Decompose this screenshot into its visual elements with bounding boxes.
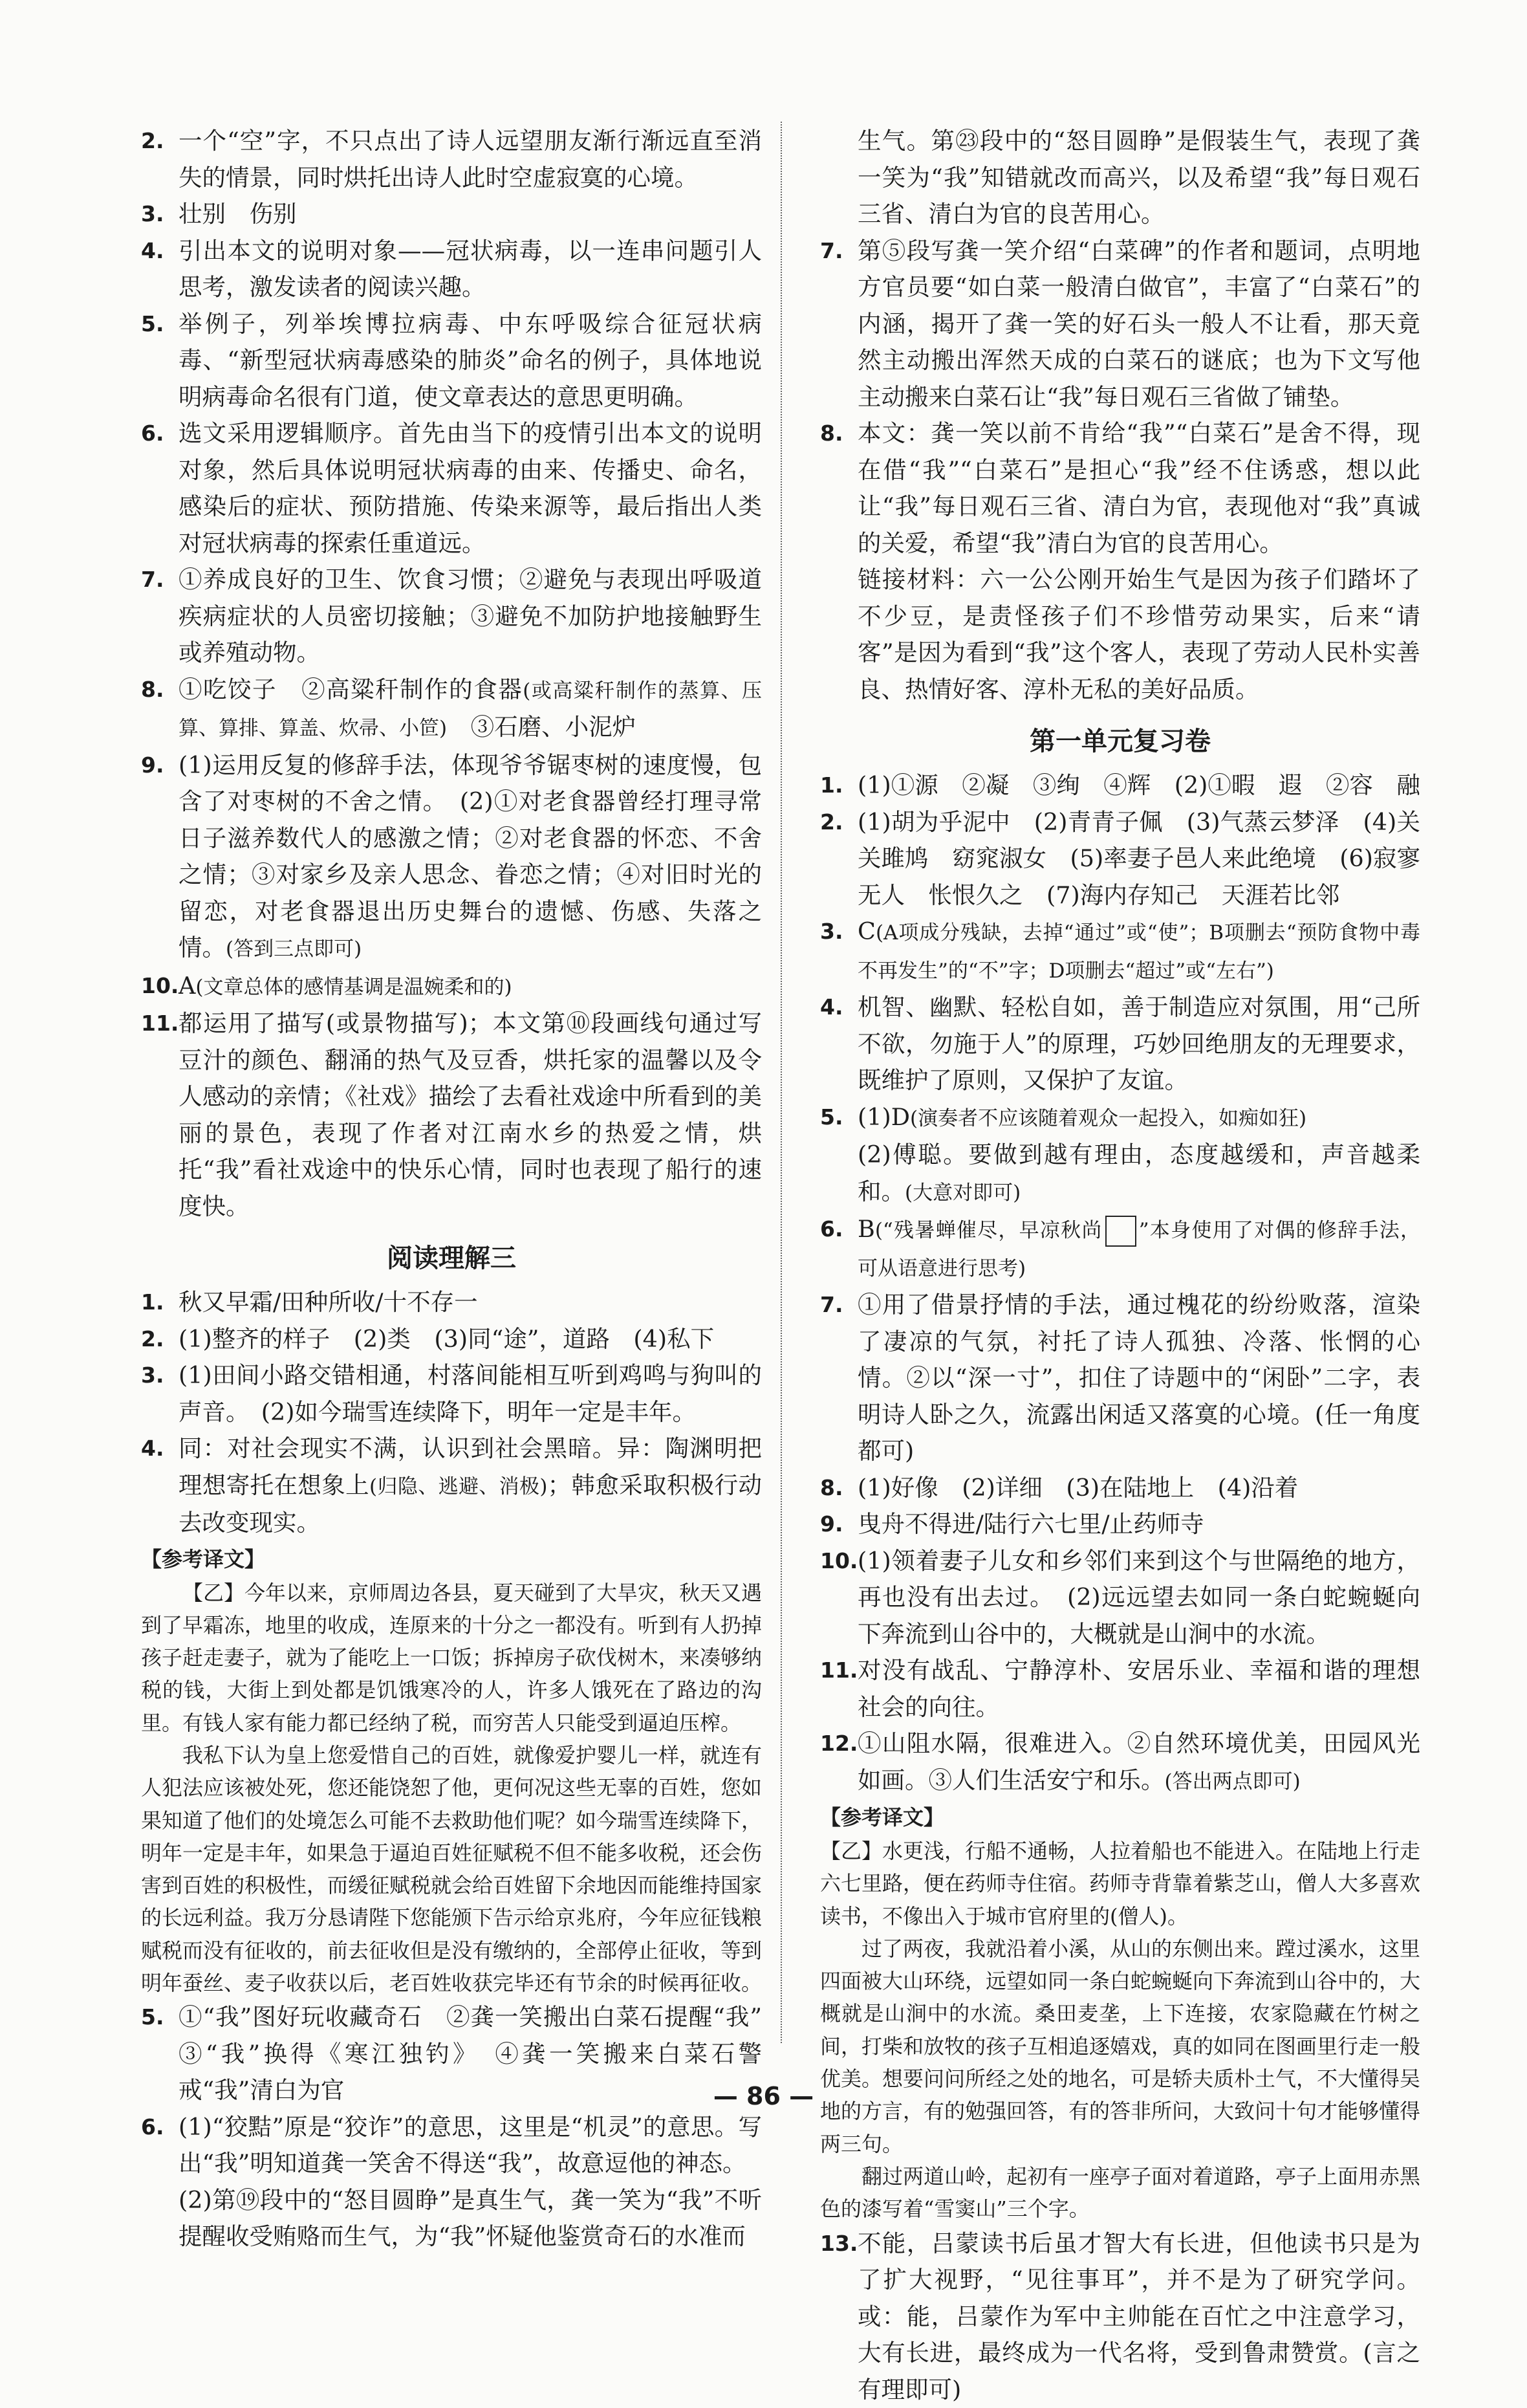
answer-item-8: 8. (1)好像 (2)详细 (3)在陆地上 (4)沿着 (820, 1473, 1299, 1502)
answer-item-9: 9. (1)运用反复的修辞手法，体现爷爷锯枣树的速度慢，包含了对枣树的不舍之情。 (2)①对老食器曾经打理寻常日子滋养数代人的感激之情；②对老食器的怀恋、不舍之情；③对家乡及亲人思念、眷恋之情；④对旧时光的留恋，对老食器退出历史舞台的遗憾、伤感、失落之情。(答到三点即可) (141, 750, 762, 961)
answer-item: 3. (1)田间小路交错相通，村落间能相互听到鸡鸣与狗叫的声音。 (2)如今瑞雪连续降下，明年一定是丰年。 (141, 1361, 762, 1426)
reference-translation: 【乙】今年以来，京师周边各县，夏天碰到了大旱灾，秋天又遇到了早霜冻，地里的收成，连原来的十分之一都没有。听到有人扔掉孩子赶走妻子，就为了能吃上一口饭；拆掉房子砍伐树木，来凑够纳税的钱，大街上到处都是饥饿寒冷的人，许多人饿死在了路边的沟里。有钱人家有能力都已经纳了税，而穷苦人只能受到逼迫压榨。 我私下认为皇上您爱惜自己的百姓，就像爱护婴儿一样，就连有人犯法应该被处死，您还能饶恕了他，更何况这些无辜的百姓，您如果知道了他们的处境怎么可能不去救助他们呢？如今瑞雪连续降下，明年一定是丰年，如果急于逼迫百姓征赋税不但不能多收税，还会伤害到百姓的积极性，而缓征赋税就会给百姓留下余地因而能维持国家的长远利益。我万分恳请陛下您能颁下告示给京兆府，今年应征钱粮赋税而没有征收的，前去征收但是没有缴纳的，全部停止征收，等到明年蚕丝、麦子收获以后，老百姓收获完毕还有节余的时候再征收。 (141, 1580, 763, 1996)
section-title: 第一单元复习卷 (1030, 727, 1211, 756)
answer-item-10: 10. A(文章总体的感情基调是温婉柔和的) (141, 971, 512, 1000)
answer-item-6: 6. (1)“狡黠”原是“狡诈”的意思，这里是“机灵”的意思。写出“我”明知道龚一笑舍不得送“我”，故意逗他的神态。 (2)第⑲段中的“怒目圆睁”是真生气，龚一笑为“我”不听提醒收受贿赂而生气，为“我”怀疑他鉴赏奇石的水准而 (141, 2112, 762, 2251)
answer-item-4: 4. 机智、幽默、轻松自如，善于制造应对氛围，用“己所不欲，勿施于人”的原理，巧妙回绝朋友的无理要求，既维护了原则，又保护了友谊。 (820, 993, 1420, 1094)
answer-item-8: 8. ①吃饺子 ②高粱秆制作的食器(或高粱秆制作的蒸算、压算、算排、算盖、炊帚、小笸) ③石磨、小泥炉 (141, 675, 763, 741)
answer-item-6: 6. B(“残暑蝉催尽，早凉秋尚 ”本身使用了对偶的修辞手法，可从语意进行思考) (820, 1215, 1420, 1280)
answer-item-4: 4. 同：对社会现实不满，认识到社会黑暗。异：陶渊明把理想寄托在想象上(归隐、逃避、消极)；韩愈采取积极行动去改变现实。 (141, 1434, 763, 1537)
answer-item-10: 10. (1)领着妻子儿女和乡邻们来到这个与世隔绝的地方，再也没有出去过。 (2)远远望去如同一条白蛇蜿蜒向下奔流到山谷中的，大概就是山涧中的水流。 (820, 1546, 1420, 1648)
answer-item-13: 13. 不能，吕蒙读书后虽才智大有长进，但他读书只是为了扩大视野，“见往事耳”，并不是为了研究学问。或：能，吕蒙作为军中主帅能在百忙之中注意学习，大有长进，最终成为一代名将，受到鲁肃赞赏。(言之有理即可) (820, 2229, 1420, 2403)
answer-item: 1. 秋又早霜/田种所收/十不存一 (141, 1288, 478, 1316)
right-column (820, 123, 1420, 2408)
reference-translation-label: 【参考译文】 (141, 1546, 266, 1571)
answer-item-3: 3. C(A项成分残缺，去掉“通过”或“使”；B项删去“预防食物中毒不再发生”的“不”字；D项删去“超过”或“左右”) (820, 917, 1420, 983)
answer-item-7: 7. ①用了借景抒情的手法，通过槐花的纷纷败落，渲染了凄凉的气氛，衬托了诗人孤独、冷落、怅惘的心情。②以“深一寸”，扣住了诗题中的“闲卧”二字，表明诗人卧之久，流露出闲适又落寞的心境。(任一角度都可) (820, 1291, 1420, 1465)
section-title: 阅读理解三 (387, 1243, 516, 1273)
answer-item-11: 11. 都运用了描写(或景物描写)；本文第⑩段画线句通过写豆汁的颜色、翻涌的热气及豆香，烘托家的温馨以及令人感动的亲情；《社戏》描绘了去看社戏途中所看到的美丽的景色，表现了作者对江南水乡的热爱之情，烘托“我”看社戏途中的快乐心情，同时也表现了船行的速度快。 (141, 1009, 762, 1220)
answer-item-12: 12. ①山阻水隔，很难进入。②自然环境优美，田园风光如画。③人们生活安宁和乐。(答出两点即可) (820, 1729, 1420, 1794)
answer-item-7: 7. 第⑤段写龚一笑介绍“白菜碑”的作者和题词，点明地方官员要“如白菜一般清白做官”，丰富了“白菜石”的内涵，揭开了龚一笑的好石头一般人不让看，那天竟然主动搬出浑然天成的白菜石的谜底；也为下文写他主动搬来白菜石让“我”每日观石三省做了铺垫。 (820, 236, 1420, 411)
answer-item-2: 2. (1)胡为乎泥中 (2)青青子佩 (3)气蒸云梦泽 (4)关关雎鸠 窈窕淑女 (5)率妻子邑人来此绝境 (6)寂寥无人 怅恨久之 (7)海内存知己 天涯若比邻 (820, 807, 1420, 909)
answer-item-8: 8. 本文：龚一笑以前不肯给“我”“白菜石”是舍不得，现在借“我”“白菜石”是担心“我”经不住诱惑，想以此让“我”每日观石三省、清白为官，表现他对“我”真诚的关爱，希望“我”清白为官的良苦用心。 链接材料：六一公公刚开始生气是因为孩子们踏坏了不少豆，是责怪孩子们不珍惜劳动果实，后来“请客”是因为看到“我”这个客人，表现了劳动人民朴实善良、热情好客、淳朴无私的美好品质。 (820, 419, 1420, 703)
answer-continuation: 生气。第㉓段中的“怒目圆睁”是假装生气，表现了龚一笑为“我”知错就改而高兴，以及希望“我”每日观石三省、清白为官的良苦用心。 (858, 127, 1420, 228)
answer-item: 6. 选文采用逻辑顺序。首先由当下的疫情引出本文的说明对象，然后具体说明冠状病毒的由来、传播史、命名，感染后的症状、预防措施、传染来源等，最后指出人类对冠状病毒的探索任重道远。 (141, 419, 762, 557)
answer-item-11: 11. 对没有战乱、宁静淳朴、安居乐业、幸福和谐的理想社会的向往。 (820, 1656, 1420, 1721)
answer-item-9: 9. 曳舟不得进/陆行六七里/止药师寺 (820, 1510, 1204, 1538)
answer-item: 7. ①养成良好的卫生、饮食习惯；②避免与表现出呼吸道疾病症状的人员密切接触；③避免不加防护地接触野生或养殖动物。 (141, 565, 762, 666)
answer-item: 2. 一个“空”字，不只点出了诗人远望朋友渐行渐远直至消失的情景，同时烘托出诗人此时空虚寂寞的心境。 (141, 127, 762, 192)
reference-translation-label: 【参考译文】 (820, 1805, 945, 1830)
answer-item: 4. 引出本文的说明对象——冠状病毒，以一连串问题引人思考，激发读者的阅读兴趣。 (141, 236, 762, 301)
reference-translation: 【乙】水更浅，行船不通畅，人拉着船也不能进入。在陆地上行走六七里路，便在药师寺住宿。药师寺背靠着紫芝山，僧人大多喜欢读书，不像出入于城市官府里的(僧人)。 过了两夜，我就沿着小溪，从山的东侧出来。蹚过溪水，这里四面被大山环绕，远望如同一条白蛇蜿蜒向下奔流到山谷中的，大概就是山涧中的水流。桑田麦垄，上下连接，农家隐藏在竹树之间，打柴和放牧的孩子互相追逐嬉戏，真的如同在图画里行走一般优美。想要问问所经之处的地名，可是轿夫质朴土气，不大懂得吴地的方言，有的勉强回答，有的答非所问，大致问十句才能够懂得两三句。 翻过两道山岭，起初有一座亭子面对着道路，亭子上面用赤黑色的漆写着“雪窦山”三个字。 (820, 1839, 1421, 2222)
blank-box (1105, 1216, 1136, 1247)
answer-item: 3. 壮别 伤别 (141, 200, 297, 228)
answer-item-5: 5. (1)D(演奏者不应该随着观众一起投入，如痴如狂) (2)傅聪。要做到越有理由，态度越缓和，声音越柔和。(大意对即可) (820, 1102, 1420, 1205)
answer-item-1: 1. (1)①源 ②凝 ③绚 ④辉 (2)①暇 遐 ②容 融 (820, 771, 1420, 799)
answer-item: 5. 举例子，列举埃博拉病毒、中东呼吸综合征冠状病毒、“新型冠状病毒感染的肺炎”命名的例子，具体地说明病毒命名很有门道，使文章表达的意思更明确。 (141, 309, 762, 411)
answer-item: 2. (1)整齐的样子 (2)类 (3)同“途”，道路 (4)私下 (141, 1324, 715, 1353)
column-divider (781, 122, 782, 2043)
answer-item-5: 5. ①“我”图好玩收藏奇石 ②龚一笑搬出白菜石提醒“我” ③“我”换得《寒江独钓》 ④龚一笑搬来白菜石警戒“我”清白为官 (141, 2003, 786, 2105)
page-number: — 86 — (713, 2082, 814, 2110)
